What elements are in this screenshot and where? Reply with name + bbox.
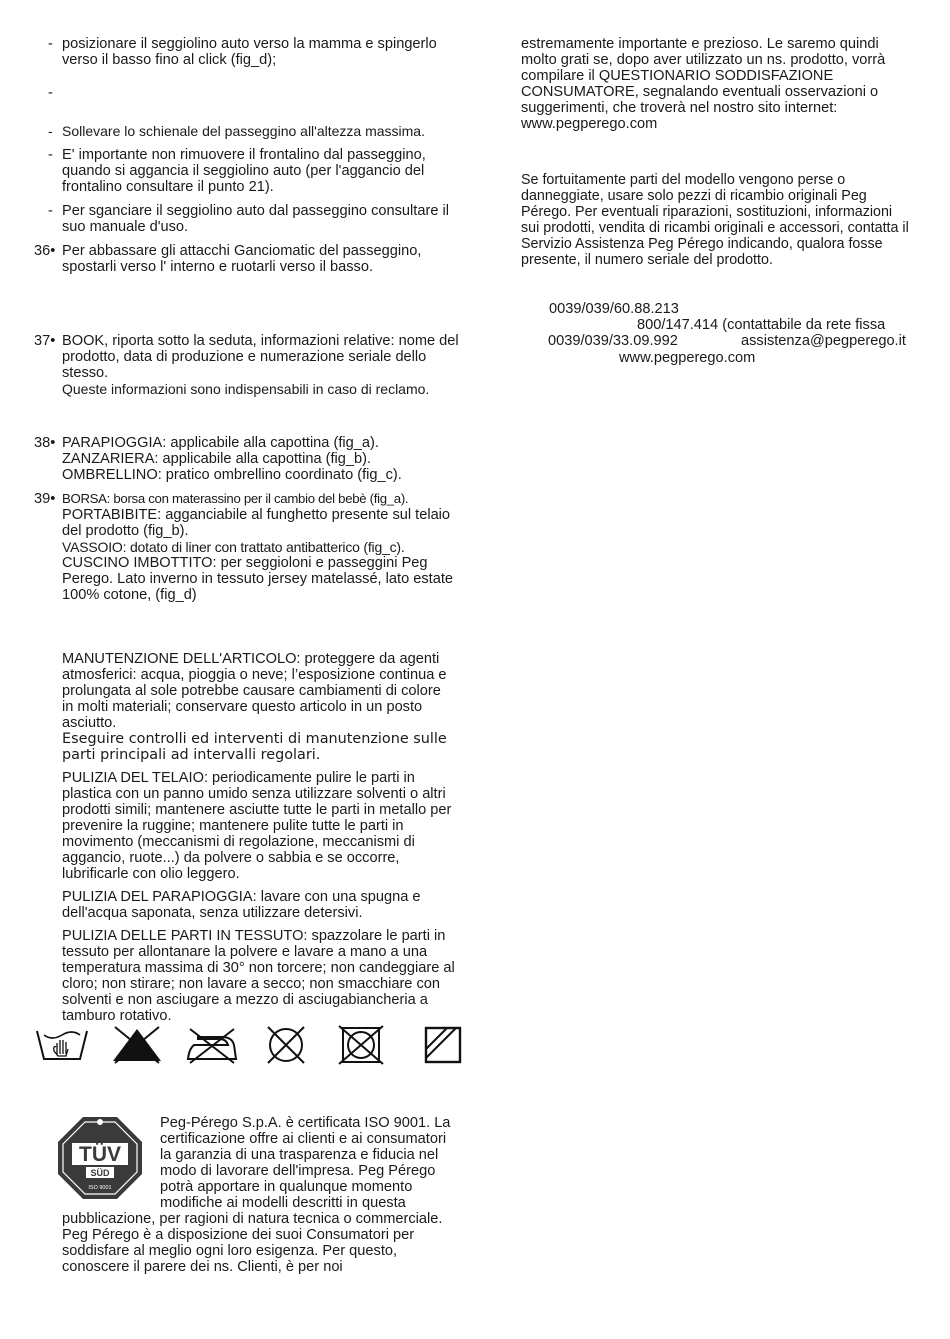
instruction-text: ZANZARIERA: applicabile alla capottina (fig_b). [62, 451, 372, 467]
list-item [34, 123, 466, 139]
list-item [34, 203, 466, 235]
right-column [521, 36, 921, 268]
iso-text-wrap [62, 1115, 457, 1275]
frame-cleaning-text: PULIZIA DEL TELAIO: periodicamente pulire le parti in plastica con un panno umido senza utilizzare solventi o altri prodotti simili; mantenere asciutte tutte le parti in metallo per prevenire la ruggine; mantenere pulite tutte le parti in movimento (meccanismi di regolazione, meccanismi di aggancio, ruote...) da polvere o sabbia e se occorre, lubrificarle con olio leggero. [62, 770, 452, 882]
toll-free-number: 800/147.414 (contattabile da rete fissa [637, 317, 886, 333]
no-iron-icon [184, 1025, 240, 1065]
instruction-text: Sollevare lo schienale del passeggino all'altezza massima. [62, 123, 425, 139]
item-number: 37• [34, 333, 56, 349]
instruction-text: BOOK, riporta sotto la seduta, informazioni relative: nome del prodotto, data di produzione e numerazione seriale dello stesso. [62, 333, 459, 381]
phone-number: 0039/039/60.88.213 [549, 301, 679, 317]
instruction-text: posizionare il seggiolino auto verso la mamma e spingerlo verso il basso fino al click (fig_d); [62, 36, 437, 68]
logo-text: TÜV [79, 1143, 121, 1166]
no-dry-clean-icon [258, 1025, 314, 1065]
numbered-item-36 [34, 243, 466, 275]
list-item [34, 147, 466, 195]
item-number: 39• [34, 491, 56, 507]
bullet-dash: - [48, 147, 53, 163]
instruction-text: PARAPIOGGIA: applicabile alla capottina (fig_a). [62, 435, 379, 451]
logo-text: SÜD [90, 1168, 110, 1178]
bullet-dash: - [48, 36, 53, 52]
no-bleach-icon [109, 1025, 165, 1065]
spare-parts-text: Se fortuitamente parti del modello vengono perse o danneggiate, usare solo pezzi di ricambio originali Peg Pérego. Per eventuali riparazioni, sostituzioni, informazioni sui prodotti, vendita di ricambi originali e accessori, contatta il Servizio Assistenza Peg Pérego indicando, qualora fosse presente, il numero seriale del prodotto. [521, 172, 909, 268]
item-number: 36• [34, 243, 56, 259]
iso-text: Peg-Pérego S.p.A. è certificata ISO 9001. La certificazione offre ai clienti e ai consumatori la garanzia di una trasparenza e fiducia nel modo di lavorare dell'impresa. Peg Pérego potrà apportare in qualunque momento modifiche ai modelli descritti in questa pubblicazione, per ragioni di natura tecnica o commerciale. Peg Pérego è a disposizione dei suoi Consumatori per soddisfare al meglio ogni loro esigenza. Per questo, conoscere il parere dei ns. Clienti, è per noi [62, 1115, 451, 1275]
care-symbols [34, 1025, 464, 1065]
maintenance-text: MANUTENZIONE DELL'ARTICOLO: proteggere da agenti atmosferici: acqua, pioggia o neve; l’esposizione continua e prolungata al sole potrebbe causare cambiamenti di colore in molti materiali; conservare questo articolo in un posto asciutto. [62, 651, 447, 731]
fabric-cleaning-text: PULIZIA DELLE PARTI IN TESSUTO: spazzolare le parti in tessuto per allontanare la polvere e lavare a mano a una temperatura massima di 30° non torcere; non candeggiare al cloro; non stirare; non lavare a secco; non smacchiare con solventi e non asciugare a mezzo di asciugabiancheria a tamburo rotativo. [62, 928, 455, 1024]
list-item [34, 36, 466, 68]
numbered-item-38 [34, 435, 466, 483]
bullet-dash: - [48, 203, 53, 219]
instruction-text: OMBRELLINO: pratico ombrellino coordinato (fig_c). [62, 467, 402, 483]
maintenance-text: Eseguire controlli ed interventi di manutenzione sulle parti principali ad intervalli regolari. [62, 731, 447, 763]
email-link[interactable]: assistenza@pegperego.it [741, 333, 906, 349]
instruction-text: Per sganciare il seggiolino auto dal passeggino consultare il suo manuale d'uso. [62, 203, 449, 235]
instruction-text: CUSCINO IMBOTTITO: per seggioloni e passeggini Peg Perego. Lato inverno in tessuto jersey matelassé, lato estate 100% cotone, (fig_d) [62, 555, 454, 603]
instruction-text: Queste informazioni sono indispensabili in caso di reclamo. [62, 381, 430, 397]
list-item [34, 85, 466, 101]
item-number: 38• [34, 435, 56, 451]
instruction-text: Per abbassare gli attacchi Ganciomatic del passeggino, spostarli verso l' interno e ruotarli verso il basso. [62, 243, 422, 275]
logo-spacer [62, 1115, 160, 1205]
questionnaire-text: estremamente importante e prezioso. Le saremo quindi molto grati se, dopo aver utilizzato un ns. prodotto, vorrà compilare il QUESTIONARIO SODDISFAZIONE CONSUMATORE, segnalando eventuali osservazioni o suggerimenti, che troverà nel nostro sito internet: www.pegperego.com [521, 36, 886, 132]
dry-flat-shade-icon [408, 1025, 464, 1065]
bullet-dash: - [48, 123, 53, 139]
numbered-item-39 [34, 491, 466, 603]
no-tumble-dry-icon [333, 1025, 389, 1065]
website-link[interactable]: www.pegperego.com [619, 350, 756, 366]
logo-text: ISO 9001 [88, 1185, 112, 1191]
bullet-dash: - [48, 85, 53, 101]
raincover-cleaning-text: PULIZIA DEL PARAPIOGGIA: lavare con una spugna e dell'acqua saponata, senza utilizzare detersivi. [62, 889, 421, 921]
instruction-text: PORTABIBITE: agganciabile al funghetto presente sul telaio del prodotto (fig_b). [62, 507, 451, 539]
left-column [34, 36, 466, 1024]
numbered-item-37 [34, 333, 466, 397]
fax-number: 0039/039/33.09.992 [548, 333, 678, 349]
hand-wash-icon [34, 1025, 90, 1065]
instruction-text: VASSOIO: dotato di liner con trattato antibatterico (fig_c). [62, 539, 405, 555]
instruction-text: BORSA: borsa con materassino per il cambio del bebè (fig_a). [62, 491, 409, 506]
instruction-text: E' importante non rimuovere il frontalino dal passeggino, quando si aggancia il seggiolino auto (per l'aggancio del frontalino consultare il punto 21). [62, 147, 426, 195]
